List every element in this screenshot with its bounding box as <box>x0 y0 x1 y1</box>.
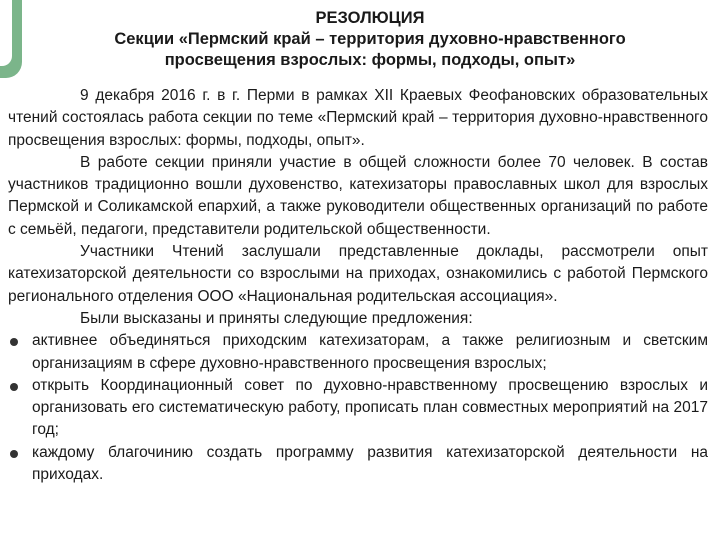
proposals-list <box>8 330 708 486</box>
proposal-text: активнее объединяться приходским катехизаторам, а также религиозным и светским организациям в сфере духовно-нравственного просвещения взрослых; <box>32 332 708 372</box>
paragraph-participants: В работе секции приняли участие в общей сложности более 70 человек. В состав участников традиционно вошли духовенство, катехизаторы православных школ для взрослых Пермской и Соликамской епархий, а также руководители общественных организаций по работе с семьёй, педагоги, представители родительской общественности. <box>8 153 708 238</box>
proposal-text: каждому благочинию создать программу развития катехизаторской деятельности на приходах. <box>32 443 708 484</box>
bullet-icon <box>10 450 18 458</box>
title-block <box>30 8 710 71</box>
list-item <box>8 330 708 375</box>
list-item <box>8 442 708 487</box>
document-heading: РЕЗОЛЮЦИЯ <box>315 9 425 27</box>
document-body <box>8 85 708 486</box>
paragraph-proposals-intro: Были высказаны и приняты следующие предложения: <box>80 309 473 327</box>
bullet-icon <box>10 338 18 346</box>
list-item <box>8 375 708 442</box>
document-subheading-line-2: просвещения взрослых: формы, подходы, опыт» <box>164 51 576 69</box>
corner-decoration <box>0 0 22 78</box>
bullet-icon <box>10 383 18 391</box>
paragraph-intro: 9 декабря 2016 г. в г. Перми в рамках XII Краевых Феофановских образовательных чтений состоялась работа секции по теме «Пермский край – территория духовно-нравственного просвещения взрослых: формы, подходы, опыт». <box>8 87 708 149</box>
proposal-text: открыть Координационный совет по духовно-нравственному просвещению взрослых и организовать его систематическую работу, прописать план совместных мероприятий на 2017 год; <box>32 376 708 439</box>
corner-decoration-inner <box>0 0 12 66</box>
document-subheading-line-1: Секции «Пермский край – территория духовно-нравственного <box>114 30 626 48</box>
paragraph-reports: Участники Чтений заслушали представленные доклады, рассмотрели опыт катехизаторской деятельности со взрослыми на приходах, ознакомились с работой Пермского регионального отделения ООО «Национальная родительская ассоциация». <box>8 243 708 305</box>
